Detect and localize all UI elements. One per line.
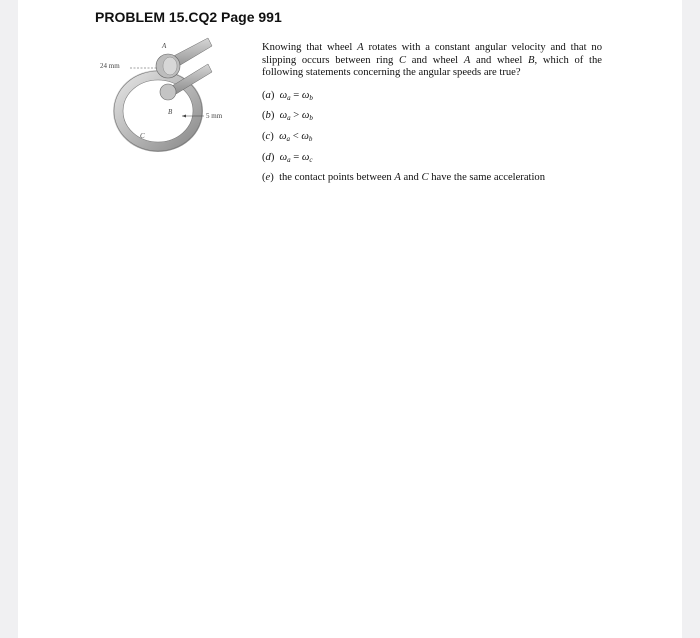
wheel-b-shape bbox=[160, 84, 176, 100]
dimension-5mm: 5 mm bbox=[206, 112, 223, 120]
option-b: (b) $\omega_a > \omega_b$ bbox=[262, 110, 313, 123]
problem-text bbox=[262, 42, 602, 191]
option-d: (d) $\omega_a = \omega_c$ bbox=[262, 151, 313, 164]
option-a: (a) $\omega_a = \omega_b$ bbox=[262, 89, 313, 102]
label-c: C bbox=[140, 132, 145, 140]
ring-wheels-diagram bbox=[96, 36, 266, 156]
option-c: (c) $\omega_a < \omega_b$ bbox=[262, 130, 313, 143]
label-b: B bbox=[168, 108, 173, 116]
problem-figure bbox=[96, 36, 266, 156]
option-e: (e) the contact points between A and C have the same acceleration bbox=[262, 172, 546, 184]
page-title: PROBLEM 15.CQ2 Page 991 bbox=[95, 9, 282, 25]
dimension-24mm: 24 mm bbox=[100, 62, 120, 70]
problem-statement: Knowing that wheel A rotates with a constant angular velocity and that no slipping occurs between ring C and wheel A and wheel B, which of the following statements concerning the angular speeds are true? bbox=[262, 42, 602, 79]
label-a: A bbox=[162, 42, 167, 50]
